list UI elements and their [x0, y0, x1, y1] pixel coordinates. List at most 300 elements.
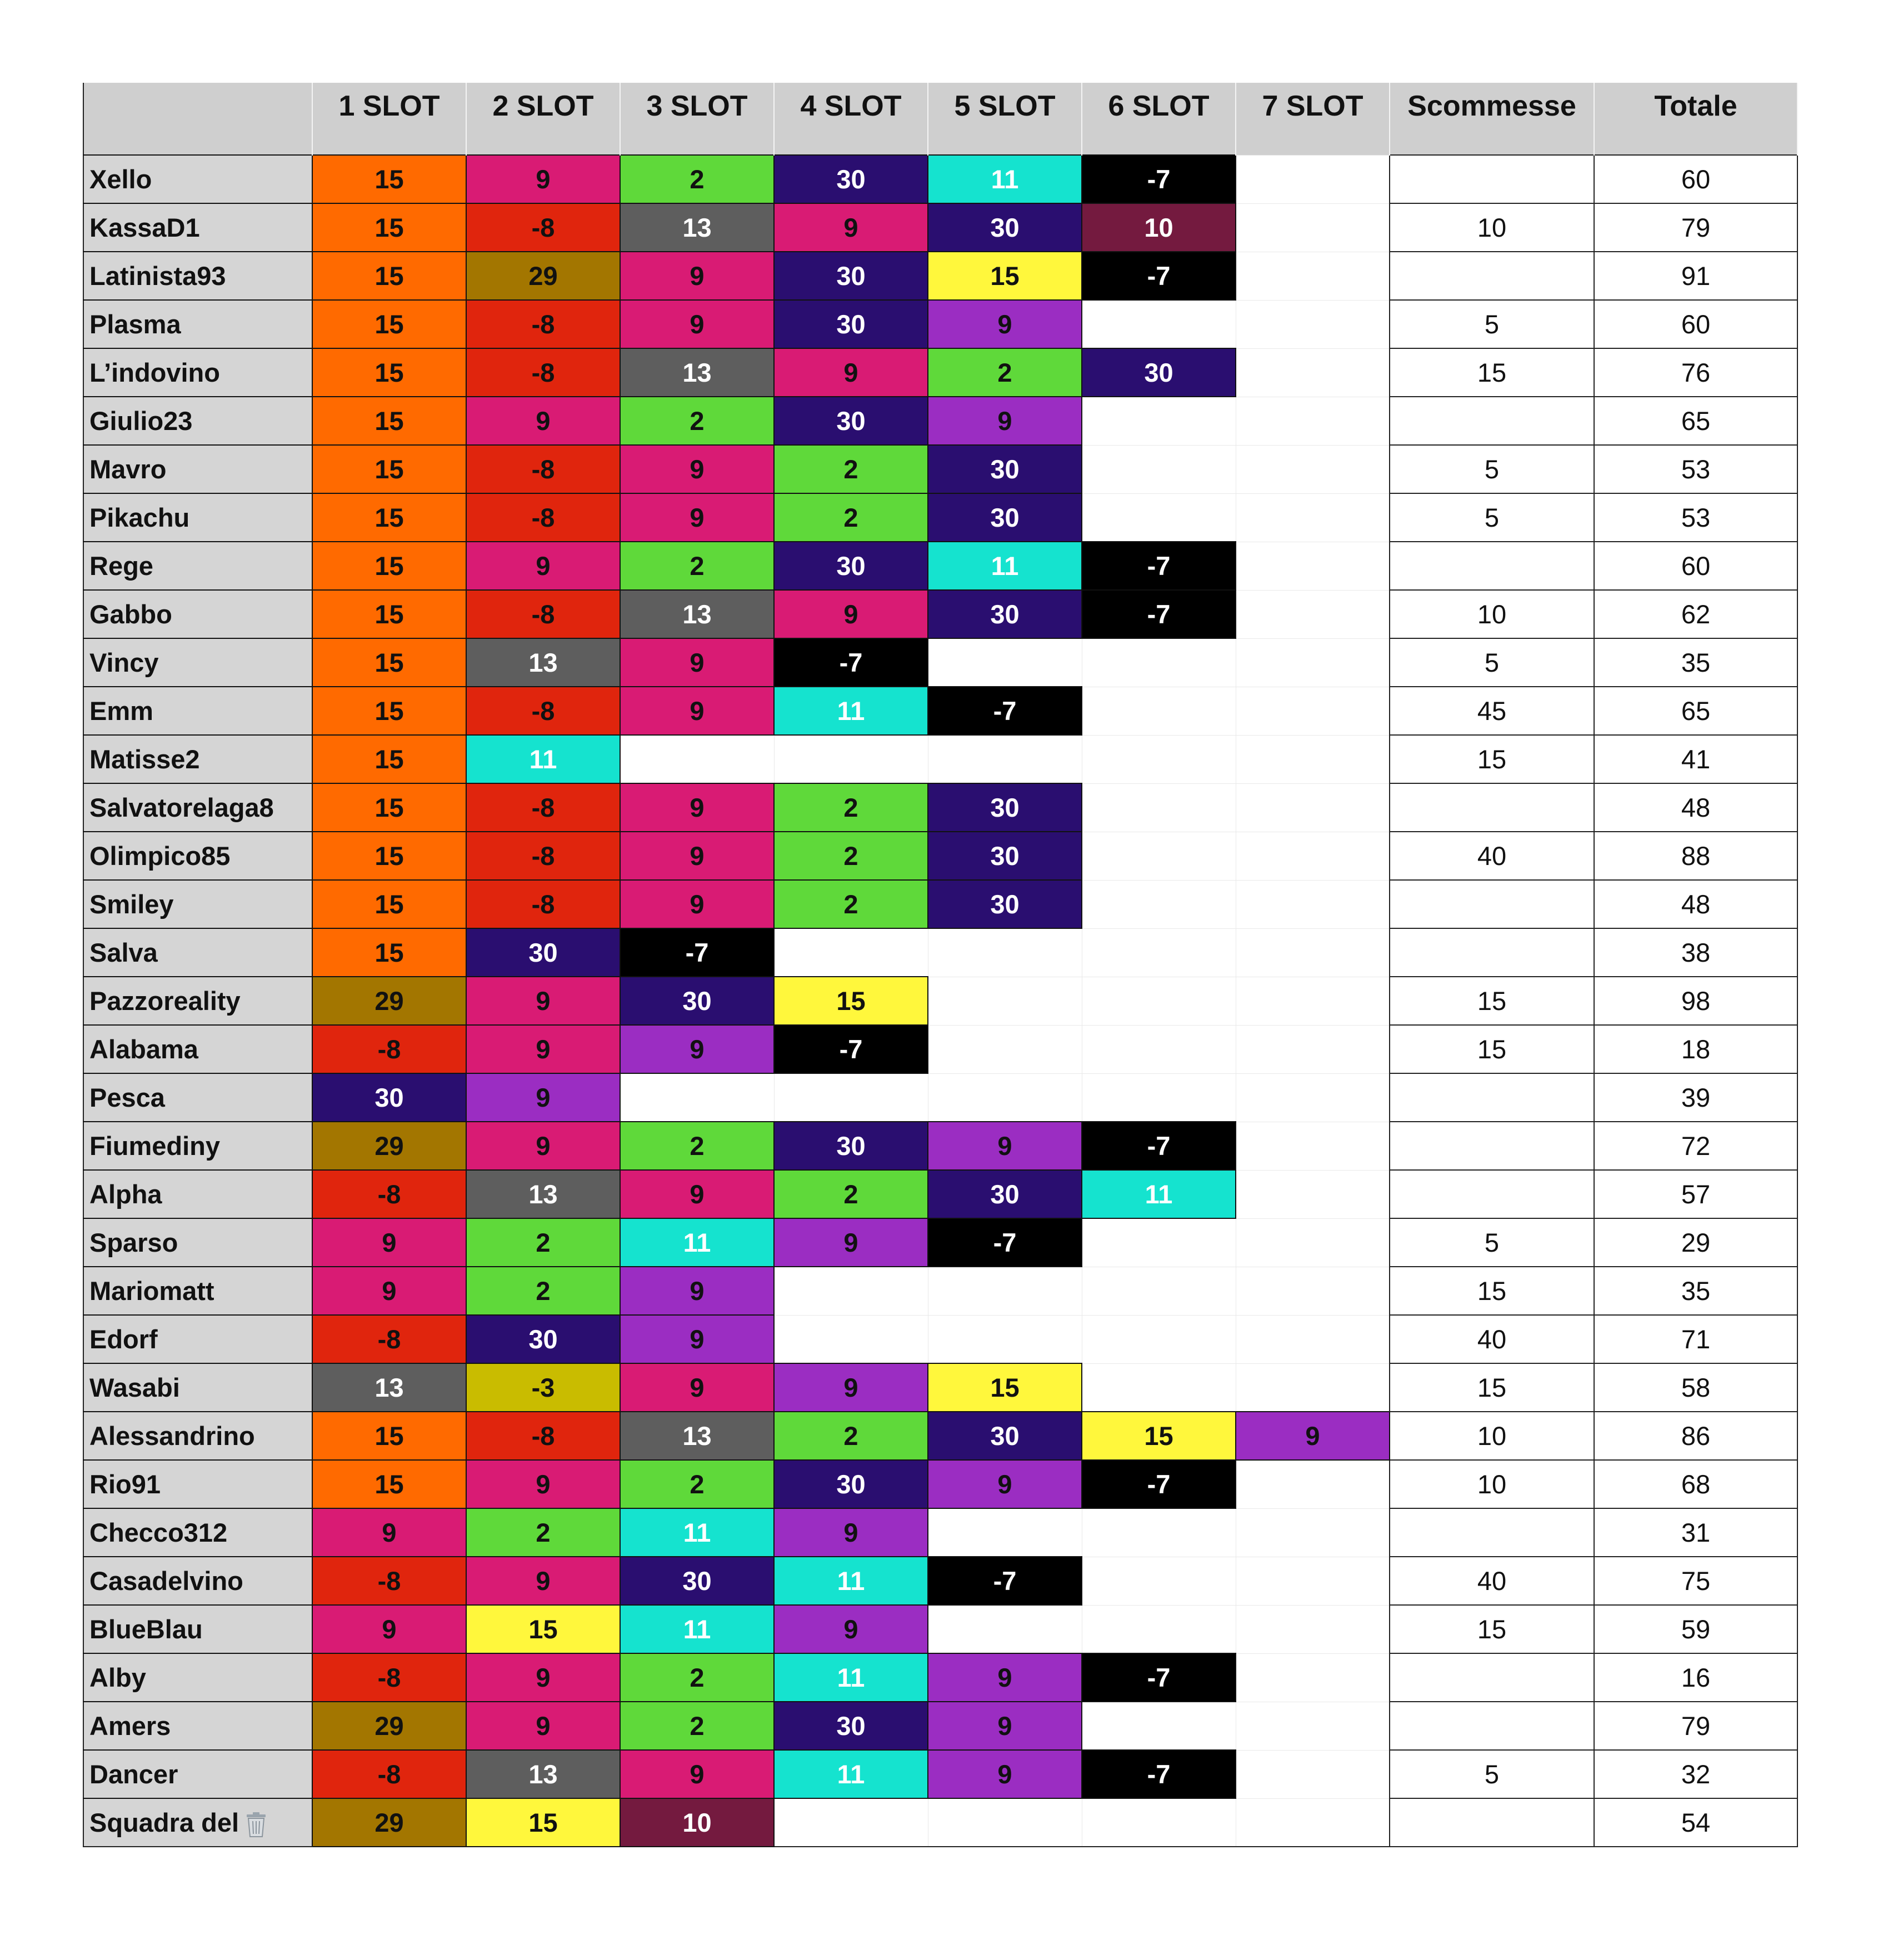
bets-cell: 5	[1390, 1218, 1594, 1267]
table-row	[83, 1267, 1797, 1315]
slot-3-cell: 9	[620, 1025, 774, 1073]
slot-5-cell: 9	[928, 1653, 1082, 1702]
bets-cell: 15	[1390, 1363, 1594, 1412]
slot-7-cell	[1236, 203, 1390, 252]
total-cell: 72	[1594, 1122, 1797, 1170]
player-name	[83, 1702, 312, 1750]
slot-5-cell: 30	[928, 590, 1082, 638]
slot-1-cell: -8	[312, 1170, 466, 1218]
slot-7-cell	[1236, 928, 1390, 977]
header-slot-4: 4 SLOT	[774, 83, 928, 155]
slot-2-cell: 9	[466, 1122, 620, 1170]
player-name	[83, 203, 312, 252]
bets-cell	[1390, 1073, 1594, 1122]
slot-6-cell: -7	[1082, 1653, 1236, 1702]
slot-6-cell	[1082, 735, 1236, 783]
player-name-text: Pazzoreality	[89, 986, 241, 1016]
slot-2-cell: 9	[466, 155, 620, 203]
slot-5-cell: 30	[928, 832, 1082, 880]
slot-6-cell	[1082, 977, 1236, 1025]
player-name	[83, 735, 312, 783]
slot-3-cell: 9	[620, 880, 774, 928]
slot-7-cell	[1236, 687, 1390, 735]
slot-4-cell: 11	[774, 687, 928, 735]
table-row	[83, 1412, 1797, 1460]
bets-cell: 15	[1390, 977, 1594, 1025]
slot-1-cell: 15	[312, 203, 466, 252]
player-name-text: Latinista93	[89, 261, 226, 291]
bets-cell: 45	[1390, 687, 1594, 735]
total-cell: 76	[1594, 348, 1797, 397]
total-cell: 29	[1594, 1218, 1797, 1267]
slot-6-cell: 10	[1082, 203, 1236, 252]
slot-5-cell	[928, 1315, 1082, 1363]
slot-1-cell: 13	[312, 1363, 466, 1412]
slot-5-cell: 11	[928, 155, 1082, 203]
slot-6-cell	[1082, 1798, 1236, 1847]
table-row	[83, 203, 1797, 252]
slot-1-cell: 15	[312, 348, 466, 397]
slot-2-cell: -8	[466, 203, 620, 252]
slot-7-cell	[1236, 155, 1390, 203]
table-row	[83, 1363, 1797, 1412]
player-name-text: Pikachu	[89, 503, 190, 532]
slot-5-cell: 30	[928, 493, 1082, 542]
player-name-text: Gabbo	[89, 599, 172, 629]
table-row	[83, 1073, 1797, 1122]
bets-cell: 10	[1390, 203, 1594, 252]
slot-2-cell: -8	[466, 832, 620, 880]
slot-7-cell	[1236, 397, 1390, 445]
total-cell: 71	[1594, 1315, 1797, 1363]
total-cell: 68	[1594, 1460, 1797, 1508]
table-row	[83, 1750, 1797, 1798]
slot-7-cell	[1236, 638, 1390, 687]
slot-7-cell	[1236, 1557, 1390, 1605]
slot-2-cell: 2	[466, 1508, 620, 1557]
table-row	[83, 1702, 1797, 1750]
slot-3-cell: 10	[620, 1798, 774, 1847]
slot-2-cell: 9	[466, 977, 620, 1025]
bets-cell	[1390, 397, 1594, 445]
slot-2-cell: 9	[466, 1025, 620, 1073]
slot-7-cell	[1236, 735, 1390, 783]
slot-3-cell: 9	[620, 445, 774, 493]
bets-cell	[1390, 1508, 1594, 1557]
slot-5-cell	[928, 1508, 1082, 1557]
slot-4-cell: -7	[774, 638, 928, 687]
player-name	[83, 832, 312, 880]
slot-5-cell: 15	[928, 252, 1082, 300]
slot-6-cell	[1082, 880, 1236, 928]
slot-3-cell: -7	[620, 928, 774, 977]
slot-1-cell: 15	[312, 397, 466, 445]
player-name-text: Rio91	[89, 1469, 161, 1499]
total-cell: 16	[1594, 1653, 1797, 1702]
slot-7-cell	[1236, 300, 1390, 348]
slot-2-cell: 30	[466, 1315, 620, 1363]
slot-1-cell: 15	[312, 735, 466, 783]
slot-2-cell: 13	[466, 1750, 620, 1798]
header-row	[83, 83, 1797, 155]
player-name	[83, 1412, 312, 1460]
player-name-text: Edorf	[89, 1324, 158, 1354]
total-cell: 60	[1594, 300, 1797, 348]
slot-6-cell	[1082, 1267, 1236, 1315]
bets-cell: 40	[1390, 1315, 1594, 1363]
player-name-text: Casadelvino	[89, 1566, 243, 1596]
total-cell: 79	[1594, 203, 1797, 252]
player-name	[83, 445, 312, 493]
score-table	[83, 83, 1798, 1847]
player-name	[83, 1653, 312, 1702]
table-row	[83, 977, 1797, 1025]
slot-1-cell: 15	[312, 590, 466, 638]
table-row	[83, 300, 1797, 348]
table-row	[83, 445, 1797, 493]
slot-3-cell: 9	[620, 252, 774, 300]
slot-1-cell: 15	[312, 155, 466, 203]
player-name	[83, 155, 312, 203]
player-name-text: BlueBlau	[89, 1614, 203, 1644]
total-cell: 53	[1594, 493, 1797, 542]
slot-1-cell: 29	[312, 977, 466, 1025]
slot-1-cell: 29	[312, 1798, 466, 1847]
player-name	[83, 1605, 312, 1653]
player-name-text: Salva	[89, 938, 158, 967]
player-name	[83, 783, 312, 832]
slot-7-cell	[1236, 1798, 1390, 1847]
total-cell: 39	[1594, 1073, 1797, 1122]
bets-cell	[1390, 155, 1594, 203]
slot-4-cell: 2	[774, 1170, 928, 1218]
table-row	[83, 252, 1797, 300]
slot-4-cell: 30	[774, 542, 928, 590]
slot-5-cell: 30	[928, 783, 1082, 832]
slot-2-cell: -8	[466, 493, 620, 542]
total-cell: 53	[1594, 445, 1797, 493]
table-body	[83, 155, 1797, 1847]
player-name	[83, 1170, 312, 1218]
slot-4-cell: -7	[774, 1025, 928, 1073]
slot-3-cell: 9	[620, 493, 774, 542]
player-name	[83, 1073, 312, 1122]
player-name-text: Alby	[89, 1663, 146, 1692]
total-cell: 48	[1594, 783, 1797, 832]
table-row	[83, 348, 1797, 397]
total-cell: 41	[1594, 735, 1797, 783]
slot-5-cell	[928, 1073, 1082, 1122]
slot-1-cell: 15	[312, 252, 466, 300]
player-name	[83, 1218, 312, 1267]
slot-5-cell: -7	[928, 1557, 1082, 1605]
slot-7-cell	[1236, 783, 1390, 832]
slot-5-cell: -7	[928, 687, 1082, 735]
slot-6-cell	[1082, 687, 1236, 735]
slot-7-cell	[1236, 1315, 1390, 1363]
slot-7-cell	[1236, 1073, 1390, 1122]
player-name	[83, 880, 312, 928]
slot-2-cell: 9	[466, 1073, 620, 1122]
slot-6-cell: 30	[1082, 348, 1236, 397]
slot-7-cell	[1236, 1508, 1390, 1557]
slot-2-cell: -8	[466, 783, 620, 832]
slot-4-cell	[774, 1315, 928, 1363]
slot-7-cell	[1236, 1122, 1390, 1170]
slot-3-cell: 9	[620, 687, 774, 735]
table-row	[83, 542, 1797, 590]
slot-4-cell: 30	[774, 300, 928, 348]
slot-2-cell: 2	[466, 1218, 620, 1267]
player-name-text: Rege	[89, 551, 153, 581]
header-slot-1: 1 SLOT	[312, 83, 466, 155]
slot-2-cell: 29	[466, 252, 620, 300]
slot-4-cell: 2	[774, 1412, 928, 1460]
slot-7-cell	[1236, 977, 1390, 1025]
bets-cell	[1390, 928, 1594, 977]
slot-5-cell: 11	[928, 542, 1082, 590]
slot-1-cell: 9	[312, 1605, 466, 1653]
player-name-text: Olimpico85	[89, 841, 231, 871]
slot-3-cell: 2	[620, 1122, 774, 1170]
total-cell: 62	[1594, 590, 1797, 638]
slot-6-cell	[1082, 1363, 1236, 1412]
player-name-text: Matisse2	[89, 744, 200, 774]
slot-4-cell: 30	[774, 252, 928, 300]
slot-3-cell: 9	[620, 1170, 774, 1218]
slot-3-cell: 9	[620, 300, 774, 348]
slot-4-cell: 11	[774, 1557, 928, 1605]
header-bets: Scommesse	[1390, 83, 1594, 155]
table-row	[83, 1605, 1797, 1653]
slot-1-cell: 15	[312, 687, 466, 735]
trash-can-icon	[243, 1811, 269, 1838]
slot-5-cell	[928, 735, 1082, 783]
slot-3-cell	[620, 735, 774, 783]
player-name	[83, 1267, 312, 1315]
slot-4-cell: 9	[774, 348, 928, 397]
table-row	[83, 783, 1797, 832]
slot-5-cell: 2	[928, 348, 1082, 397]
total-cell: 91	[1594, 252, 1797, 300]
slot-1-cell: 15	[312, 1412, 466, 1460]
bets-cell: 15	[1390, 735, 1594, 783]
slot-5-cell: 30	[928, 203, 1082, 252]
table-row	[83, 1218, 1797, 1267]
bets-cell: 5	[1390, 493, 1594, 542]
player-name-text: Alabama	[89, 1034, 198, 1064]
total-cell: 98	[1594, 977, 1797, 1025]
slot-6-cell	[1082, 1557, 1236, 1605]
slot-6-cell	[1082, 445, 1236, 493]
slot-7-cell	[1236, 880, 1390, 928]
slot-1-cell: 15	[312, 928, 466, 977]
slot-3-cell: 2	[620, 155, 774, 203]
slot-1-cell: -8	[312, 1750, 466, 1798]
slot-3-cell: 11	[620, 1508, 774, 1557]
slot-3-cell: 11	[620, 1218, 774, 1267]
table-row	[83, 687, 1797, 735]
slot-5-cell: 9	[928, 1122, 1082, 1170]
slot-4-cell	[774, 735, 928, 783]
slot-7-cell	[1236, 1750, 1390, 1798]
slot-4-cell: 11	[774, 1653, 928, 1702]
total-cell: 35	[1594, 638, 1797, 687]
slot-6-cell: -7	[1082, 155, 1236, 203]
table-row	[83, 735, 1797, 783]
table-row	[83, 832, 1797, 880]
slot-3-cell: 30	[620, 1557, 774, 1605]
player-name	[83, 1363, 312, 1412]
slot-7-cell	[1236, 590, 1390, 638]
slot-5-cell: 9	[928, 300, 1082, 348]
table-row	[83, 638, 1797, 687]
bets-cell: 40	[1390, 832, 1594, 880]
slot-7-cell	[1236, 1605, 1390, 1653]
bets-cell: 5	[1390, 1750, 1594, 1798]
player-name-text: Mavro	[89, 454, 167, 484]
slot-3-cell: 2	[620, 542, 774, 590]
slot-6-cell: -7	[1082, 1122, 1236, 1170]
player-name	[83, 397, 312, 445]
slot-5-cell: 15	[928, 1363, 1082, 1412]
slot-3-cell: 30	[620, 977, 774, 1025]
slot-3-cell	[620, 1073, 774, 1122]
slot-6-cell	[1082, 1025, 1236, 1073]
bets-cell: 10	[1390, 1460, 1594, 1508]
slot-4-cell: 2	[774, 445, 928, 493]
slot-5-cell: 30	[928, 1412, 1082, 1460]
slot-7-cell	[1236, 1460, 1390, 1508]
player-name-text: Alpha	[89, 1179, 162, 1209]
player-name	[83, 1460, 312, 1508]
slot-6-cell	[1082, 493, 1236, 542]
bets-cell	[1390, 1122, 1594, 1170]
slot-4-cell: 2	[774, 832, 928, 880]
slot-6-cell	[1082, 928, 1236, 977]
bets-cell	[1390, 252, 1594, 300]
slot-6-cell	[1082, 1605, 1236, 1653]
player-name-text: Plasma	[89, 309, 181, 339]
total-cell: 59	[1594, 1605, 1797, 1653]
slot-5-cell	[928, 1798, 1082, 1847]
slot-1-cell: -8	[312, 1025, 466, 1073]
slot-7-cell	[1236, 348, 1390, 397]
slot-6-cell: -7	[1082, 1460, 1236, 1508]
slot-2-cell: 13	[466, 638, 620, 687]
player-name-text: Smiley	[89, 889, 174, 919]
slot-3-cell: 2	[620, 1653, 774, 1702]
total-cell: 79	[1594, 1702, 1797, 1750]
slot-7-cell	[1236, 445, 1390, 493]
total-cell: 58	[1594, 1363, 1797, 1412]
slot-5-cell	[928, 1267, 1082, 1315]
bets-cell: 15	[1390, 348, 1594, 397]
slot-2-cell: 11	[466, 735, 620, 783]
slot-2-cell: 9	[466, 1702, 620, 1750]
slot-6-cell	[1082, 638, 1236, 687]
player-name-text: Emm	[89, 696, 153, 726]
slot-3-cell: 9	[620, 783, 774, 832]
player-name-text: Alessandrino	[89, 1421, 255, 1451]
slot-1-cell: 15	[312, 1460, 466, 1508]
player-name	[83, 1750, 312, 1798]
player-name	[83, 590, 312, 638]
slot-4-cell: 2	[774, 880, 928, 928]
slot-1-cell: 29	[312, 1122, 466, 1170]
player-name-text: Vincy	[89, 648, 159, 677]
slot-4-cell: 9	[774, 203, 928, 252]
table-row	[83, 1315, 1797, 1363]
slot-6-cell: -7	[1082, 590, 1236, 638]
slot-7-cell	[1236, 252, 1390, 300]
slot-1-cell: 15	[312, 783, 466, 832]
bets-cell: 5	[1390, 300, 1594, 348]
slot-7-cell	[1236, 542, 1390, 590]
slot-7-cell	[1236, 1170, 1390, 1218]
slot-2-cell: 9	[466, 542, 620, 590]
slot-3-cell: 2	[620, 1460, 774, 1508]
header-slot-6: 6 SLOT	[1082, 83, 1236, 155]
total-cell: 60	[1594, 155, 1797, 203]
slot-6-cell	[1082, 1218, 1236, 1267]
slot-6-cell	[1082, 1508, 1236, 1557]
slot-5-cell: -7	[928, 1218, 1082, 1267]
bets-cell	[1390, 542, 1594, 590]
slot-4-cell	[774, 1798, 928, 1847]
slot-1-cell: 9	[312, 1267, 466, 1315]
slot-2-cell: -8	[466, 348, 620, 397]
slot-4-cell	[774, 1267, 928, 1315]
slot-6-cell: 11	[1082, 1170, 1236, 1218]
player-name-text: Mariomatt	[89, 1276, 214, 1306]
player-name	[83, 687, 312, 735]
slot-7-cell	[1236, 832, 1390, 880]
slot-2-cell: -3	[466, 1363, 620, 1412]
table-row	[83, 1025, 1797, 1073]
slot-7-cell	[1236, 493, 1390, 542]
slot-6-cell: 15	[1082, 1412, 1236, 1460]
player-name-text: L’indovino	[89, 358, 220, 387]
player-name	[83, 1508, 312, 1557]
slot-1-cell: 15	[312, 300, 466, 348]
bets-cell	[1390, 1170, 1594, 1218]
bets-cell	[1390, 1702, 1594, 1750]
slot-5-cell: 30	[928, 445, 1082, 493]
player-name-text: Giulio23	[89, 406, 193, 436]
slot-3-cell: 9	[620, 1363, 774, 1412]
slot-3-cell: 2	[620, 397, 774, 445]
slot-3-cell: 9	[620, 638, 774, 687]
slot-2-cell: 9	[466, 1653, 620, 1702]
player-name	[83, 542, 312, 590]
bets-cell: 10	[1390, 1412, 1594, 1460]
slot-4-cell: 9	[774, 1605, 928, 1653]
slot-3-cell: 13	[620, 348, 774, 397]
slot-4-cell: 9	[774, 1218, 928, 1267]
slot-3-cell: 13	[620, 203, 774, 252]
total-cell: 18	[1594, 1025, 1797, 1073]
slot-4-cell: 11	[774, 1750, 928, 1798]
slot-3-cell: 2	[620, 1702, 774, 1750]
slot-6-cell	[1082, 1702, 1236, 1750]
header-slot-7: 7 SLOT	[1236, 83, 1390, 155]
slot-2-cell: -8	[466, 445, 620, 493]
slot-3-cell: 13	[620, 1412, 774, 1460]
slot-4-cell: 30	[774, 1122, 928, 1170]
header-total: Totale	[1594, 83, 1797, 155]
slot-5-cell: 30	[928, 880, 1082, 928]
